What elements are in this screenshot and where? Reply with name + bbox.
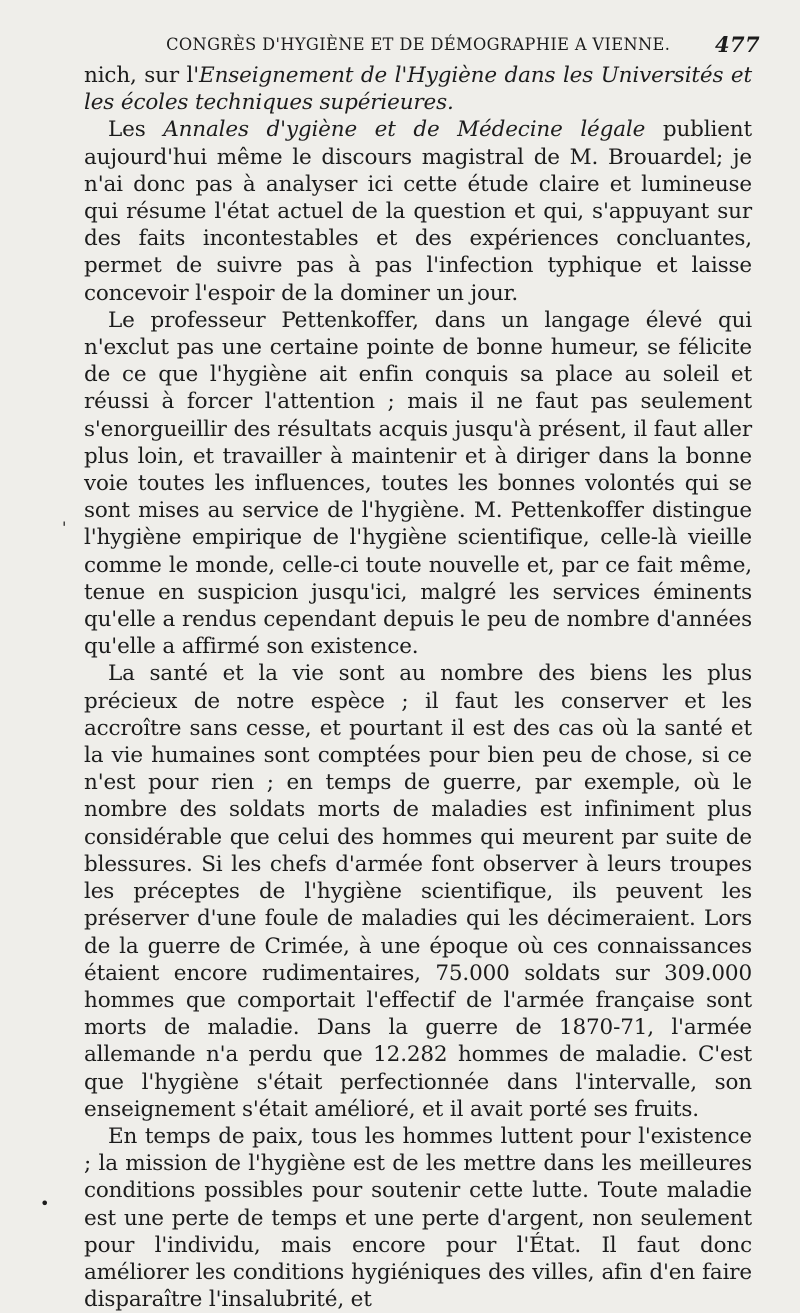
paragraph [84, 660, 752, 1122]
body-text [84, 62, 752, 1313]
running-title: CONGRÈS D'HYGIÈNE ET DE DÉMOGRAPHIE A VIENNE. [165, 35, 671, 54]
text-run: nich, sur l' [84, 63, 200, 88]
text-run: La santé et la vie sont au nombre des biens les plus précieux de notre espèce ; il faut les conserver et les accroître sans cesse, et pourtant il est des cas où la santé et la vie humaines sont comptées pour bien peu de chose, si ce n'est pour rien ; en temps de guerre, par exemple, où le nombre des soldats morts de maladies est infiniment plus considérable que celui des hommes qui meurent par suite de blessures. Si les chefs d'armée font observer à leurs troupes les préceptes de l'hygiène scientifique, ils peuvent les préserver d'une foule de maladies qui les décimeraient. Lors de la guerre de Crimée, à une époque où ces connaissances étaient encore rudimentaires, 75.000 soldats sur 309.000 hommes que comportait l'effectif de l'armée française sont morts de maladie. Dans la guerre de 1870-71, l'armée allemande n'a perdu que 12.282 hommes de maladie. C'est que l'hygiène s'était perfectionnée dans l'intervalle, son enseignement s'était amélioré, et il avait porté ses fruits. [84, 661, 752, 1122]
page-number: 477 [714, 32, 760, 57]
paragraph [84, 62, 752, 116]
text-run: En temps de paix, tous les hommes luttent pour l'existence ; la mission de l'hygiène est de les mettre dans les meilleures conditions possibles pour soutenir cette lutte. Toute maladie est une perte de temps et une perte d'argent, non seulement pour l'individu, mais encore pour l'État. Il faut donc améliorer les conditions hygiéniques des villes, afin d'en faire disparaître l'insalubrité, et [84, 1123, 752, 1313]
text-run: publient aujourd'hui même le discours magistral de M. Brouardel; je n'ai donc pas à analyser ici cette étude claire et lumineuse qui résume l'état actuel de la question et qui, s'appuyant sur des faits incontestables et des expériences concluantes, permet de suivre pas à pas l'infection typhique et laisse concevoir l'espoir de la dominer un jour. [84, 117, 752, 306]
running-header [84, 28, 760, 62]
paragraph [84, 1123, 752, 1313]
italic-text-run: Enseignement de l'Hygiène dans les Universités et les écoles techniques supérieures. [84, 63, 752, 116]
margin-speck: ' [62, 518, 67, 537]
italic-text-run: Annales d'ygiène et de Médecine légale [163, 117, 646, 143]
paragraph [84, 116, 752, 306]
text-run: Les [108, 117, 164, 143]
paragraph [84, 307, 752, 661]
margin-speck: • [40, 1194, 50, 1213]
text-run: Le professeur Pettenkoffer, dans un langage élevé qui n'exclut pas une certaine pointe de bonne humeur, se félicite de ce que l'hygiène ait enfin conquis sa place au soleil et réussi à forcer l'attention ; mais il ne faut pas seulement s'enorgueillir des résultats acquis jusqu'à présent, il faut aller plus loin, et travailler à maintenir et à diriger dans la bonne voie toutes les influences, toutes les bonnes volontés qui se sont mises au service de l'hygiène. M. Pettenkoffer distingue l'hygiène empirique de l'hygiène scientifique, celle-là vieille comme le monde, celle-ci toute nouvelle et, par ce fait même, tenue en suspicion jusqu'ici, malgré les services éminents qu'elle a rendus cependant depuis le peu de nombre d'années qu'elle a affirmé son existence. [84, 307, 752, 660]
